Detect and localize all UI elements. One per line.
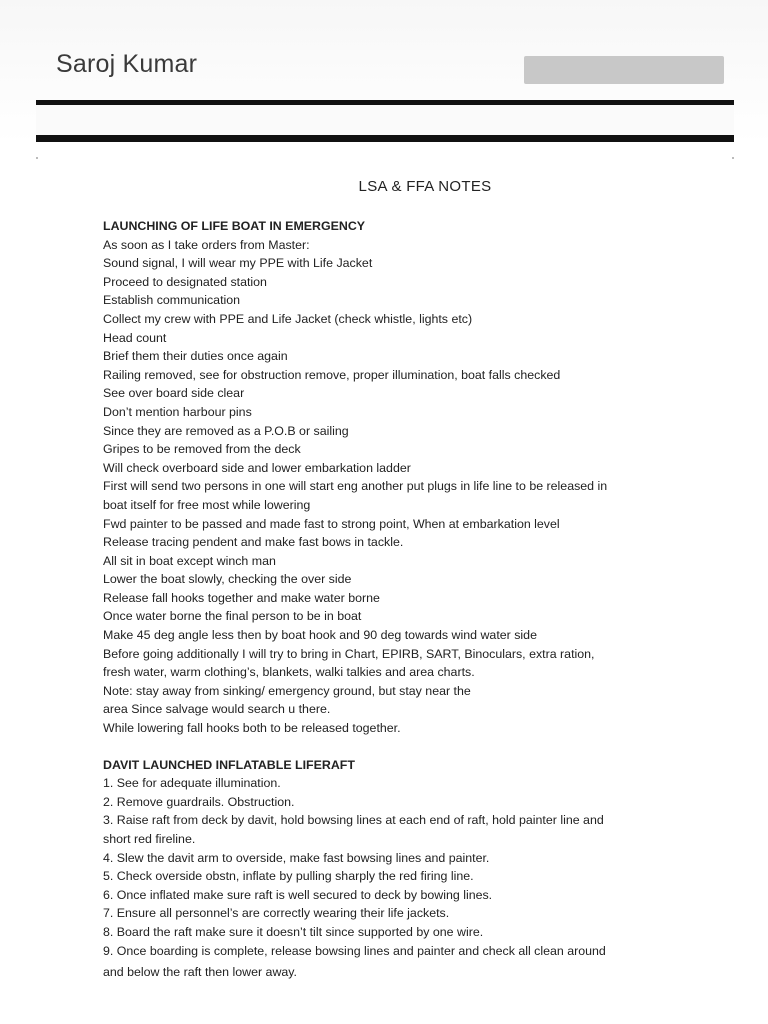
text-line: Before going additionally I will try to bring in Chart, EPIRB, SART, Binoculars, extra ration, [103, 646, 595, 661]
text-line: 3. Raise raft from deck by davit, hold bowsing lines at each end of raft, hold painter line and [103, 813, 604, 828]
section-gap [103, 738, 663, 756]
text-line: Release tracing pendent and make fast bows in tackle. [103, 535, 404, 550]
text-line: Don’t mention harbour pins [103, 404, 252, 419]
text-line: Proceed to designated station [103, 274, 267, 289]
text-line: All sit in boat except winch man [103, 553, 276, 568]
text-line: Sound signal, I will wear my PPE with Life Jacket [103, 256, 373, 271]
text-line: and below the raft then lower away. [103, 965, 298, 980]
section-heading: DAVIT LAUNCHED INFLATABLE LIFERAFT [103, 757, 355, 772]
text-line: 1. See for adequate illumination. [103, 776, 281, 791]
text-line: First will send two persons in one will start eng another put plugs in life line to be released in [103, 479, 608, 494]
text-line: 4. Slew the davit arm to overside, make fast bowsing lines and painter. [103, 850, 490, 865]
text-line: area Since salvage would search u there. [103, 702, 331, 717]
text-line: boat itself for free most while lowering [103, 497, 311, 512]
redaction-box [524, 56, 724, 84]
text-line: Release fall hooks together and make water borne [103, 590, 380, 605]
text-line: While lowering fall hooks both to be released together. [103, 721, 401, 736]
text-line: Gripes to be removed from the deck [103, 442, 301, 457]
text-line: short red fireline. [103, 832, 196, 846]
text-line: Since they are removed as a P.O.B or sailing [103, 423, 349, 438]
corner-mark-left [36, 157, 38, 159]
text-line: Brief them their duties once again [103, 349, 288, 364]
text-line: fresh water, warm clothing’s, blankets, walki talkies and area charts. [103, 665, 475, 680]
text-line: Railing removed, see for obstruction remove, proper illumination, boat falls checked [103, 367, 561, 382]
text-line: Collect my crew with PPE and Life Jacket (check whistle, lights etc) [103, 311, 473, 326]
header-rule-bottom [36, 135, 734, 142]
text-line: 5. Check overside obstn, inflate by pulling sharply the red firing line. [103, 869, 474, 884]
text-line: Make 45 deg angle less then by boat hook and 90 deg towards wind water side [103, 628, 537, 643]
author-name: Saroj Kumar [56, 50, 198, 78]
section-liferaft [103, 756, 663, 982]
document-header [0, 0, 768, 160]
document-body [103, 217, 663, 982]
text-line: Will check overboard side and lower embarkation ladder [103, 460, 411, 475]
text-line: See over board side clear [103, 386, 245, 401]
text-line: 6. Once inflated make sure raft is well secured to deck by bowing lines. [103, 887, 493, 902]
header-band [36, 105, 734, 135]
section-heading: LAUNCHING OF LIFE BOAT IN EMERGENCY [103, 219, 366, 233]
text-line: Establish communication [103, 293, 241, 308]
text-line: Once water borne the final person to be in boat [103, 609, 362, 624]
text-line: 8. Board the raft make sure it doesn’t tilt since supported by one wire. [103, 924, 484, 939]
section-lines [103, 236, 663, 738]
section-lines [103, 774, 663, 982]
corner-mark-right [732, 157, 734, 159]
text-line: Lower the boat slowly, checking the over side [103, 572, 352, 587]
text-line: 2. Remove guardrails. Obstruction. [103, 794, 295, 809]
document-title: LSA & FFA NOTES [358, 178, 492, 195]
text-line: 9. Once boarding is complete, release bowsing lines and painter and check all clean around [103, 943, 606, 958]
section-lifeboat [103, 217, 663, 738]
text-line: Fwd painter to be passed and made fast to strong point, When at embarkation level [103, 516, 560, 531]
text-line: 7. Ensure all personnel’s are correctly wearing their life jackets. [103, 906, 450, 921]
text-line: Note: stay away from sinking/ emergency ground, but stay near the [103, 683, 471, 698]
text-line: Head count [103, 330, 167, 345]
text-line: As soon as I take orders from Master: [103, 237, 310, 252]
